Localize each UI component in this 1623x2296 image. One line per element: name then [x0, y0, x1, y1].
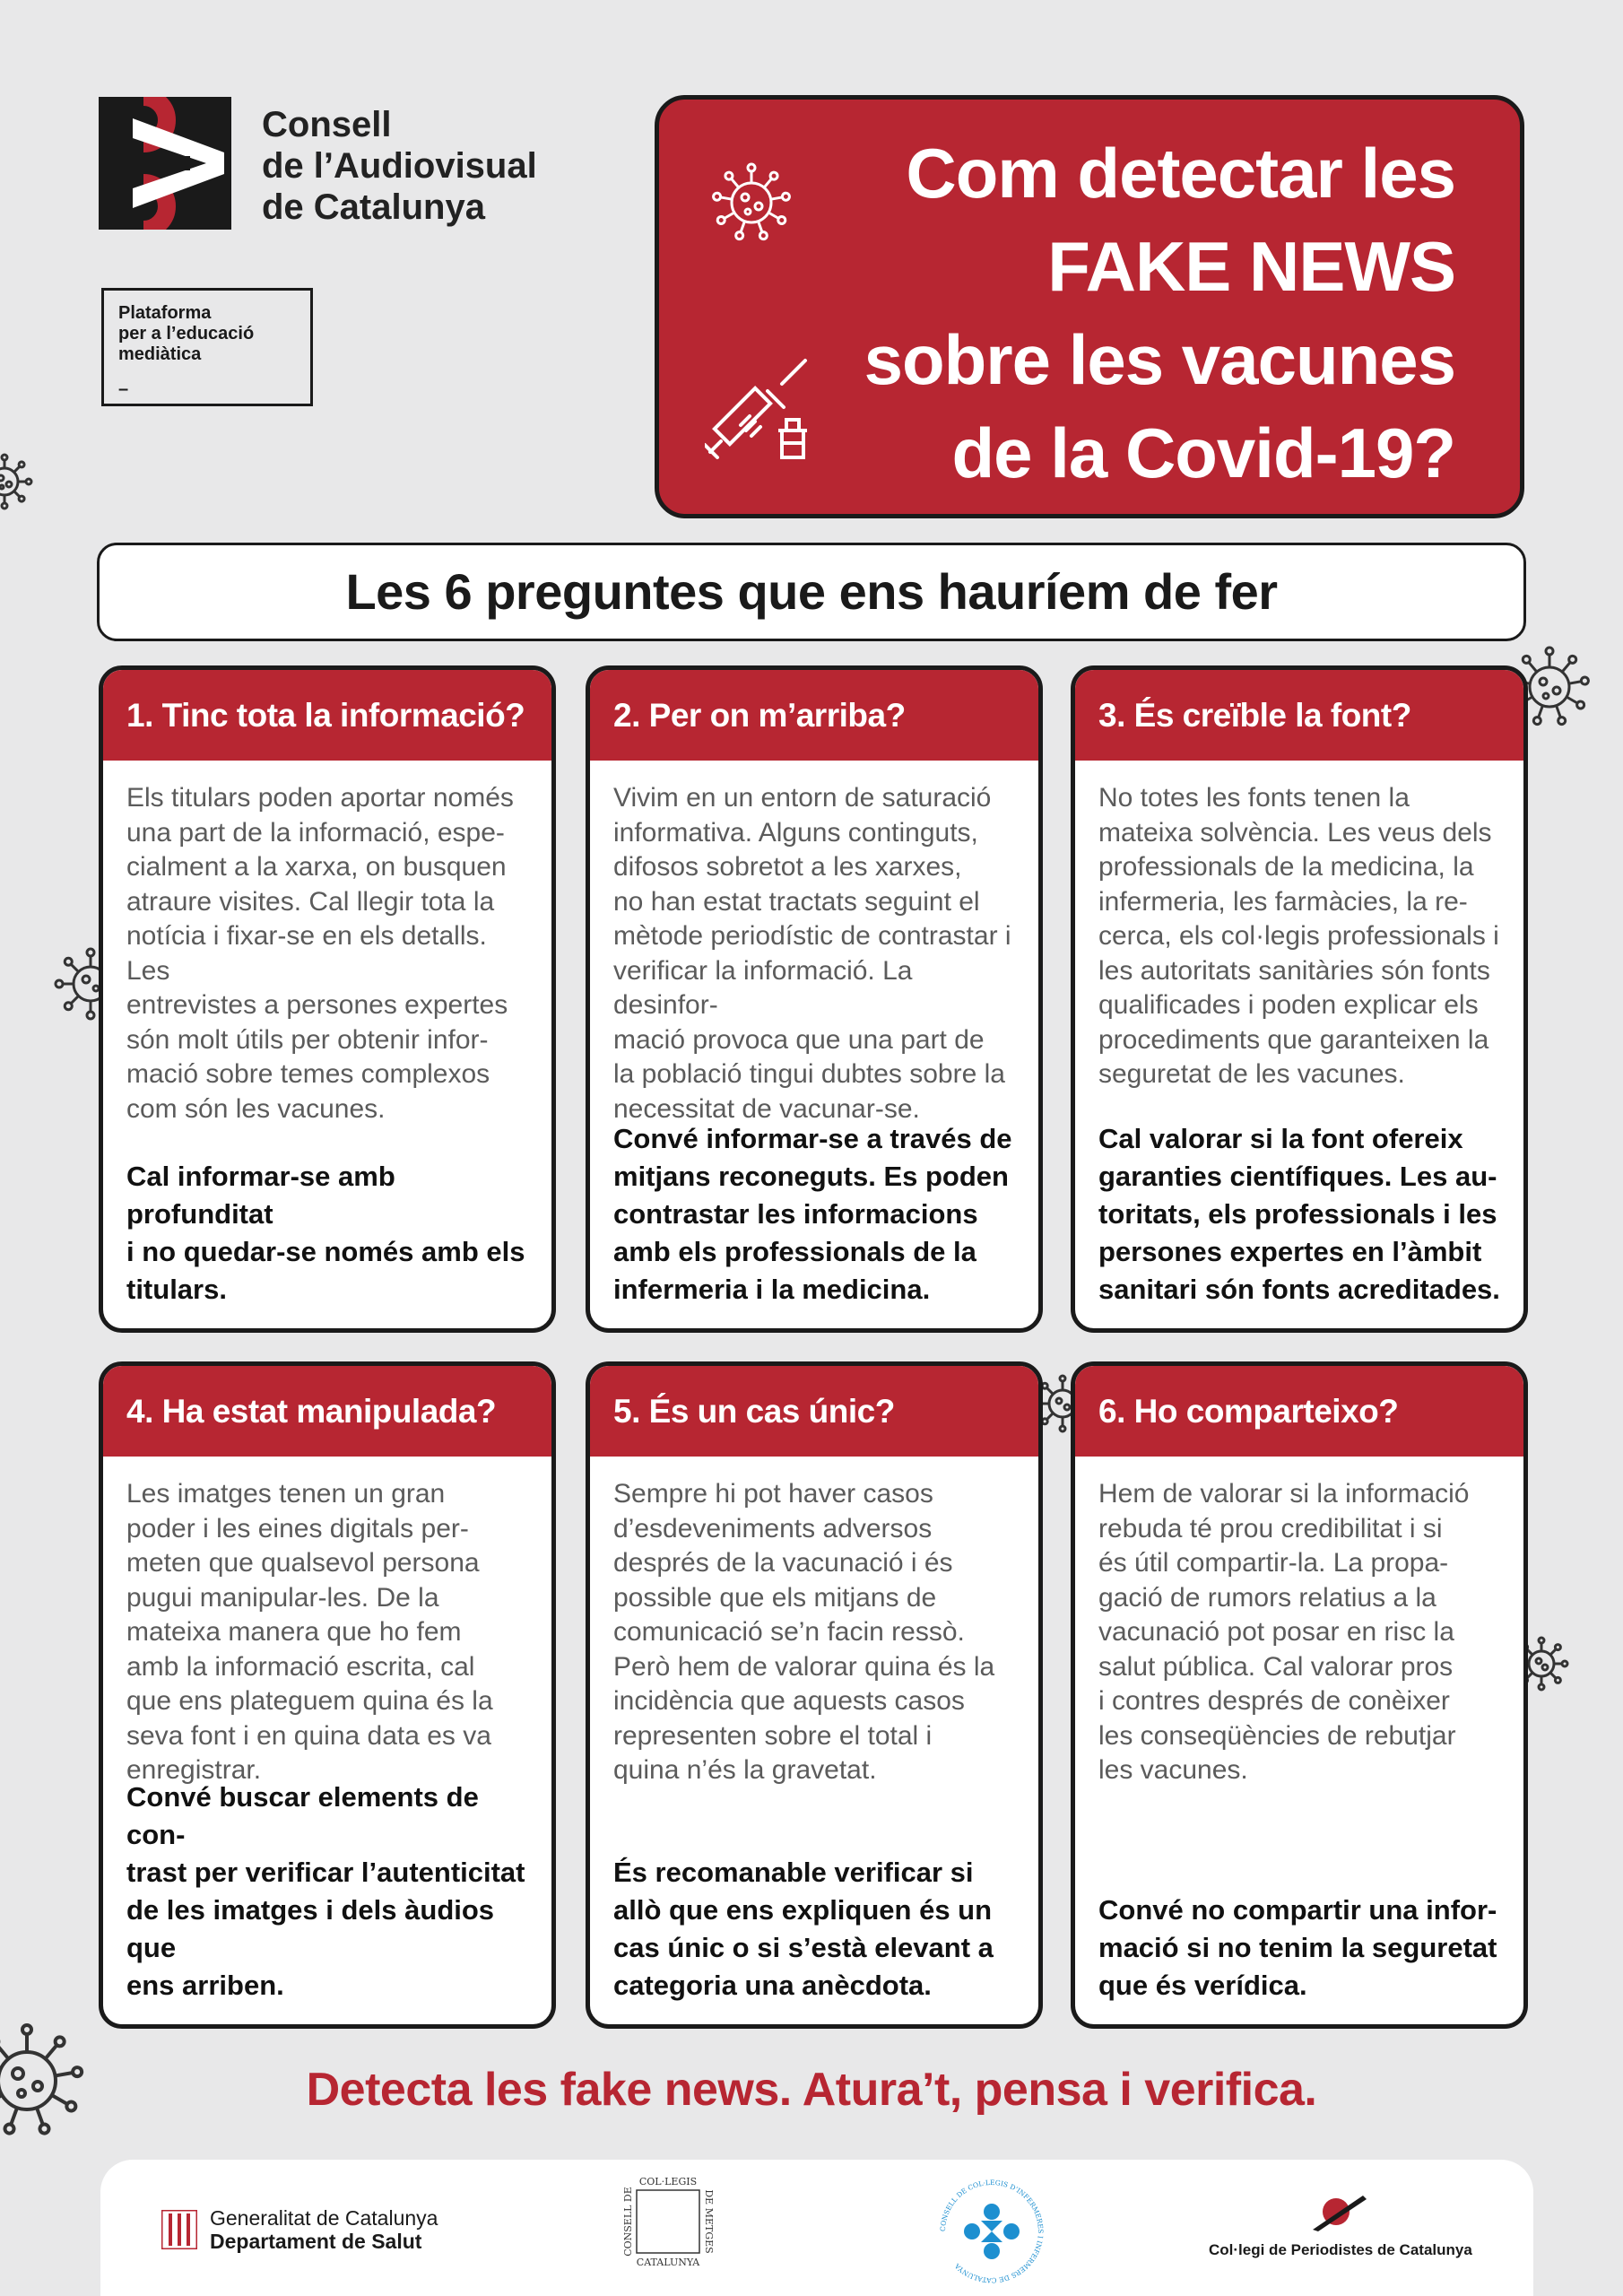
metges-left-text: CONSELL DE — [622, 2187, 634, 2257]
question-advice: Convé informar-se a través de mitjans reconeguts. Es poden contrastar les informacions amb els professionals de la infermeria i la medicina. — [613, 1123, 1012, 1305]
question-body: Hem de valorar si la informació rebuda té prou credibilitat i si és útil compartir-la. La propa- gació de rumors relatius a la vacunació pot posar en risc la salut pública. Cal valorar pros i contres després de conèixer les conseqüències de rebutjar les vacunes. — [1098, 1479, 1470, 1785]
platform-badge-dash: – — [118, 379, 129, 399]
gencat-logo — [161, 2206, 438, 2253]
subtitle: Les 6 preguntes que ens hauríem de fer — [345, 563, 1278, 620]
vial-icon — [778, 420, 807, 457]
virus-icon — [708, 160, 794, 246]
organization-name-line: Consell — [262, 105, 392, 144]
question-card — [586, 1361, 1043, 2029]
footer-logos — [100, 2160, 1533, 2296]
metges-top-text: COL·LEGIS — [638, 2176, 698, 2187]
question-card — [99, 665, 556, 1333]
question-advice: Convé buscar elements de con- trast per verificar l’autenticitat de les imatges i dels àudios que ens arriben. — [126, 1781, 525, 2001]
page-title — [864, 126, 1455, 500]
question-card — [1071, 665, 1528, 1333]
question-advice: Cal informar-se amb profunditat i no quedar-se només amb els titulars. — [126, 1161, 525, 1305]
slogan: Detecta les fake news. Atura’t, pensa i verifica. — [306, 2064, 1317, 2116]
question-heading: 6. Ho comparteixo? — [1075, 1366, 1523, 1457]
platform-badge — [101, 288, 313, 406]
question-heading: 4. Ha estat manipulada? — [103, 1366, 551, 1457]
gencat-line: Generalitat de Catalunya — [210, 2206, 438, 2230]
page-title-line: sobre les vacunes — [864, 320, 1455, 399]
syringe-icon — [705, 355, 821, 466]
pen-icon — [1309, 2192, 1372, 2233]
organization-name-line: de l’Audiovisual — [262, 146, 537, 186]
question-card — [1071, 1361, 1528, 2029]
question-advice: Convé no compartir una infor- mació si no tenim la seguretat que és verídica. — [1098, 1894, 1497, 2001]
periodistes-name: Col·legi de Periodistes de Catalunya — [1209, 2241, 1472, 2258]
question-body: Les imatges tenen un gran poder i les eines digitals per- meten que qualsevol persona pugui manipular-les. De la mateixa manera que ho fem amb la informació escrita, cal que ens plateguem quina és la seva font i en quina data es va enregistrar. — [126, 1479, 493, 1785]
question-body: Sempre hi pot haver casos d’esdeveniments adversos després de la vacunació i és possible que els mitjans de comunicació se’n facin ressò. Però hem de valorar quina és la incidència que aquests casos representen sobre el total i quina n’és la gravetat. — [613, 1479, 995, 1785]
page-title-line: de la Covid-19? — [951, 413, 1455, 492]
periodistes-logo — [1209, 2192, 1472, 2259]
infermeres-ring-text: CONSELL DE COL·LEGIS D’INFERMERES I INFERMERS DE CATALUNYA — [938, 2178, 1046, 2285]
question-heading: 1. Tinc tota la informació? — [103, 670, 551, 761]
platform-badge-line: Plataforma — [118, 303, 212, 323]
platform-badge-line: per a l’educació — [118, 324, 255, 344]
question-heading: 5. És un cas únic? — [590, 1366, 1038, 1457]
page-title-line: FAKE NEWS — [1047, 227, 1455, 306]
question-body: No totes les fonts tenen la mateixa solvència. Les veus dels professionals de la medicina, la infermeria, les farmàcies, la re- cerca, els col·legis professionals i les autoritats sanitàries són fonts qualificades i poden explicar els procediments que garanteixen la seguretat de les vacunes. — [1098, 783, 1499, 1089]
infermeres-logo — [929, 2176, 1055, 2287]
gencat-stripes-icon — [161, 2210, 197, 2249]
subtitle-banner — [97, 543, 1526, 641]
metges-logo — [619, 2172, 717, 2271]
question-advice: És recomanable verificar si allò que ens expliquen és un cas únic o si s’està elevant a categoria una anècdota. — [613, 1857, 994, 2001]
organization-name — [262, 104, 537, 228]
question-body: Vivim en un entorn de saturació informativa. Alguns continguts, difosos sobretot a les xarxes, no han estat tractats seguint el mètode periodístic de contrastar i verificar la informació. La desinfor- mació provoca que una part de la població tingui dubtes sobre la necessitat de vacunar-se. — [613, 783, 1011, 1124]
question-card — [99, 1361, 556, 2029]
virus-icon — [0, 452, 34, 511]
gencat-line: Departament de Salut — [210, 2230, 422, 2253]
page-title-line: Com detectar les — [906, 134, 1455, 213]
metges-bottom-text: CATALUNYA — [636, 2257, 700, 2268]
question-card — [586, 665, 1043, 1333]
metges-right-text: DE METGES — [703, 2189, 715, 2254]
organization-name-line: de Catalunya — [262, 187, 485, 227]
question-advice: Cal valorar si la font ofereix garanties científiques. Les au- toritats, els professionals i les persones expertes en l’àmbit sanitari són fonts acreditades. — [1098, 1123, 1500, 1305]
cac-logo-mark — [99, 97, 231, 230]
question-body: Els titulars poden aportar només una part de la informació, espe- cialment a la xarxa, on busquen atraure visites. Cal llegir tota la notícia i fixar-se en els detalls. Les entrevistes a persones expertes són molt útils per obtenir infor- mació sobre temes complexos com són les vacunes. — [126, 783, 514, 1124]
question-heading: 2. Per on m’arriba? — [590, 670, 1038, 761]
platform-badge-line: mediàtica — [118, 344, 202, 364]
question-heading: 3. És creïble la font? — [1075, 670, 1523, 761]
